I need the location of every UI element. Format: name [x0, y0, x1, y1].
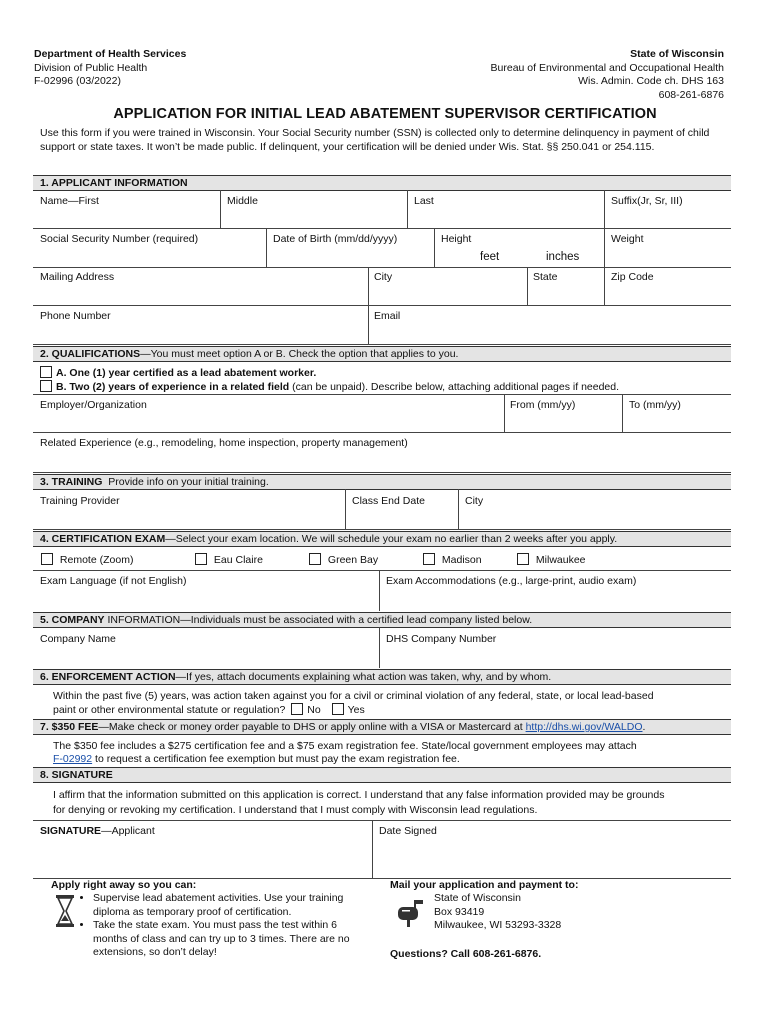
- department-name: Department of Health Services: [34, 48, 187, 60]
- enforcement-question: Within the past five (5) years, was action taken against you for a civil or criminal violation of any federal, state, or local lead-based: [53, 690, 654, 702]
- affirmation-text: I affirm that the information submitted on this application is correct. I understand that any false information provided may be grounds: [53, 789, 665, 801]
- green-bay-checkbox[interactable]: [309, 553, 321, 565]
- section-title: 6. ENFORCEMENT ACTION: [40, 671, 176, 683]
- option-b-label: B. Two (2) years of experience in a related field: [56, 381, 290, 393]
- height-feet-label: feet: [480, 251, 500, 263]
- option-a: [40, 366, 316, 380]
- to-date-field[interactable]: To (mm/yy): [629, 399, 681, 411]
- remote-label: Remote (Zoom): [59, 554, 134, 566]
- mailing-address-field[interactable]: Mailing Address: [40, 271, 115, 283]
- enforcement-no-checkbox[interactable]: [291, 703, 303, 715]
- state-name: State of Wisconsin: [630, 48, 724, 60]
- fee-description: The $350 fee includes a $275 certification fee and a $75 exam registration fee. State/local government employees may attach: [53, 740, 637, 752]
- remote-checkbox[interactable]: [41, 553, 53, 565]
- madison-checkbox[interactable]: [423, 553, 435, 565]
- waldo-link[interactable]: http://dhs.wi.gov/WALDO: [525, 721, 643, 733]
- mail-title: Mail your application and payment to:: [390, 879, 579, 891]
- milwaukee-label: Milwaukee: [535, 554, 586, 566]
- height-inches-label: inches: [546, 251, 580, 263]
- apply-bullet-1: • Supervise lead abatement activities. Use your training diploma as temporary proof of certification.: [93, 892, 363, 919]
- mail-line-3: Milwaukee, WI 53293-3328: [434, 919, 562, 931]
- section-title: 2. QUALIFICATIONS: [40, 348, 141, 360]
- exam-accommodations-field[interactable]: Exam Accommodations (e.g., large-print, audio exam): [386, 575, 637, 587]
- first-name-field[interactable]: Name—First: [40, 195, 99, 207]
- dob-field[interactable]: Date of Birth (mm/dd/yyyy): [273, 233, 398, 245]
- related-experience-field[interactable]: Related Experience (e.g., remodeling, home inspection, property management): [40, 437, 408, 449]
- form-title: APPLICATION FOR INITIAL LEAD ABATEMENT SUPERVISOR CERTIFICATION: [113, 106, 657, 122]
- division-name: Division of Public Health: [34, 61, 148, 74]
- dhs-company-number-field[interactable]: DHS Company Number: [386, 633, 497, 645]
- option-b-detail: (can be unpaid). Describe below, attaching additional pages if needed.: [289, 381, 620, 393]
- section-subtitle: —Make check or money order payable to DHS or apply online with a VISA or Mastercard at: [98, 721, 526, 733]
- exam-location-remote: [41, 553, 133, 567]
- from-date-field[interactable]: From (mm/yy): [510, 399, 576, 411]
- section-applicant-header: [33, 175, 731, 191]
- section-company-header: [33, 612, 731, 628]
- date-signed-field[interactable]: Date Signed: [379, 825, 437, 837]
- section-subtitle: —You must meet option A or B. Check the option that applies to you.: [140, 348, 459, 360]
- header-right: [491, 48, 724, 102]
- section-subtitle: —If yes, attach documents explaining what action was taken, why, and by whom.: [175, 671, 552, 683]
- exam-location-green-bay: [309, 553, 378, 567]
- phone-field[interactable]: Phone Number: [40, 310, 111, 322]
- employer-field[interactable]: Employer/Organization: [40, 399, 147, 411]
- exam-location-milwaukee: [517, 553, 586, 567]
- bureau-name: Bureau of Environmental and Occupational Health: [490, 61, 724, 74]
- option-a-label: A. One (1) year certified as a lead abatement worker.: [56, 367, 317, 379]
- apply-bullet-2: • Take the state exam. You must pass the test within 6 months of class and can try up to 3 times. There are no extensions, so don’t delay!: [93, 919, 363, 960]
- green-bay-label: Green Bay: [327, 554, 379, 566]
- hourglass-icon: [55, 894, 75, 928]
- section-training-header: [33, 474, 731, 490]
- mail-address: [434, 892, 561, 933]
- section-subtitle: —Select your exam location. We will schedule your exam no earlier than 2 weeks after you apply.: [165, 533, 618, 545]
- intro-text: Use this form if you were trained in Wisconsin. Your Social Security number (SSN) is collected only to determine delinquency in payment of child support or state taxes. It won’t be made public. If delinquent, your certification will be denied under Wis. Stat. §§ 250.041 or 254.115.: [40, 127, 710, 153]
- milwaukee-checkbox[interactable]: [517, 553, 529, 565]
- exam-location-madison: [423, 553, 482, 567]
- option-b-checkbox[interactable]: [40, 380, 52, 392]
- mail-line-1: State of Wisconsin: [434, 892, 521, 904]
- section-title: 3. TRAINING: [40, 476, 103, 488]
- section-signature-header: [33, 767, 731, 783]
- admin-code: Wis. Admin. Code ch. DHS 163: [578, 75, 724, 87]
- fee-description-cont: [53, 753, 460, 766]
- last-name-field[interactable]: Last: [414, 195, 434, 207]
- header-left: [34, 48, 186, 89]
- enforcement-yes-checkbox[interactable]: [332, 703, 344, 715]
- eau-claire-label: Eau Claire: [213, 554, 263, 566]
- signature-label: SIGNATURE: [40, 825, 102, 837]
- section-title: 4. CERTIFICATION EXAM: [40, 533, 166, 545]
- exam-language-field[interactable]: Exam Language (if not English): [40, 575, 187, 587]
- zip-field[interactable]: Zip Code: [611, 271, 654, 283]
- signature-field[interactable]: [40, 825, 155, 838]
- enforcement-no-label: No: [307, 704, 321, 716]
- section-title: 7. $350 FEE: [40, 721, 99, 733]
- email-field[interactable]: Email: [374, 310, 401, 322]
- header-phone: 608-261-6876: [658, 88, 724, 101]
- section-title: 8. SIGNATURE: [40, 769, 113, 781]
- section-fee-header: 7. $350 FEE—Make check or money order payable to DHS or apply online with a VISA or Mastercard at http://dhs.wi.gov/WALDO.: [33, 719, 731, 735]
- section-subtitle: INFORMATION—Individuals must be associated with a certified lead company listed below.: [104, 614, 533, 626]
- apply-title: Apply right away so you can:: [51, 879, 197, 891]
- weight-field[interactable]: Weight: [611, 233, 644, 245]
- middle-name-field[interactable]: Middle: [227, 195, 258, 207]
- section-subtitle: Provide info on your initial training.: [102, 476, 269, 488]
- questions-line: Questions? Call 608-261-6876.: [390, 948, 542, 960]
- exam-location-eau-claire: [195, 553, 263, 567]
- training-city-field[interactable]: City: [465, 495, 484, 507]
- mailbox-icon: [396, 899, 426, 927]
- enforcement-question-cont: [53, 703, 365, 717]
- fee-exemption-text: to request a certification fee exemption but must pay the exam registration fee.: [92, 753, 460, 765]
- training-provider-field[interactable]: Training Provider: [40, 495, 120, 507]
- form-number: F-02996 (03/2022): [34, 75, 121, 87]
- affirmation-text-cont: for denying or revoking my certification. I understand that I must comply with Wisconsin lead regulations.: [53, 804, 538, 816]
- class-end-date-field[interactable]: Class End Date: [352, 495, 425, 507]
- mail-line-2: Box 93419: [434, 905, 485, 918]
- state-field[interactable]: State: [533, 271, 558, 283]
- ssn-field[interactable]: Social Security Number (required): [40, 233, 199, 245]
- signature-label-rest: —Applicant: [101, 825, 155, 837]
- apply-list: [77, 892, 363, 960]
- eau-claire-checkbox[interactable]: [195, 553, 207, 565]
- option-b: [40, 380, 619, 394]
- section-qualifications-header: [33, 346, 731, 362]
- madison-label: Madison: [441, 554, 482, 566]
- company-name-field[interactable]: Company Name: [40, 633, 116, 645]
- enforcement-question-line2: paint or other environmental statute or regulation?: [53, 704, 286, 716]
- fee-exemption-form-link[interactable]: F-02992: [53, 753, 93, 765]
- section-exam-header: [33, 531, 731, 547]
- suffix-field[interactable]: Suffix(Jr, Sr, III): [611, 195, 683, 207]
- enforcement-yes-label: Yes: [347, 704, 365, 716]
- section-enforcement-header: [33, 669, 731, 685]
- section-title: 1. APPLICANT INFORMATION: [40, 177, 188, 189]
- section-title: 5. COMPANY: [40, 614, 105, 626]
- height-field[interactable]: Height: [441, 233, 472, 245]
- city-field[interactable]: City: [374, 271, 393, 283]
- option-a-checkbox[interactable]: [40, 366, 52, 378]
